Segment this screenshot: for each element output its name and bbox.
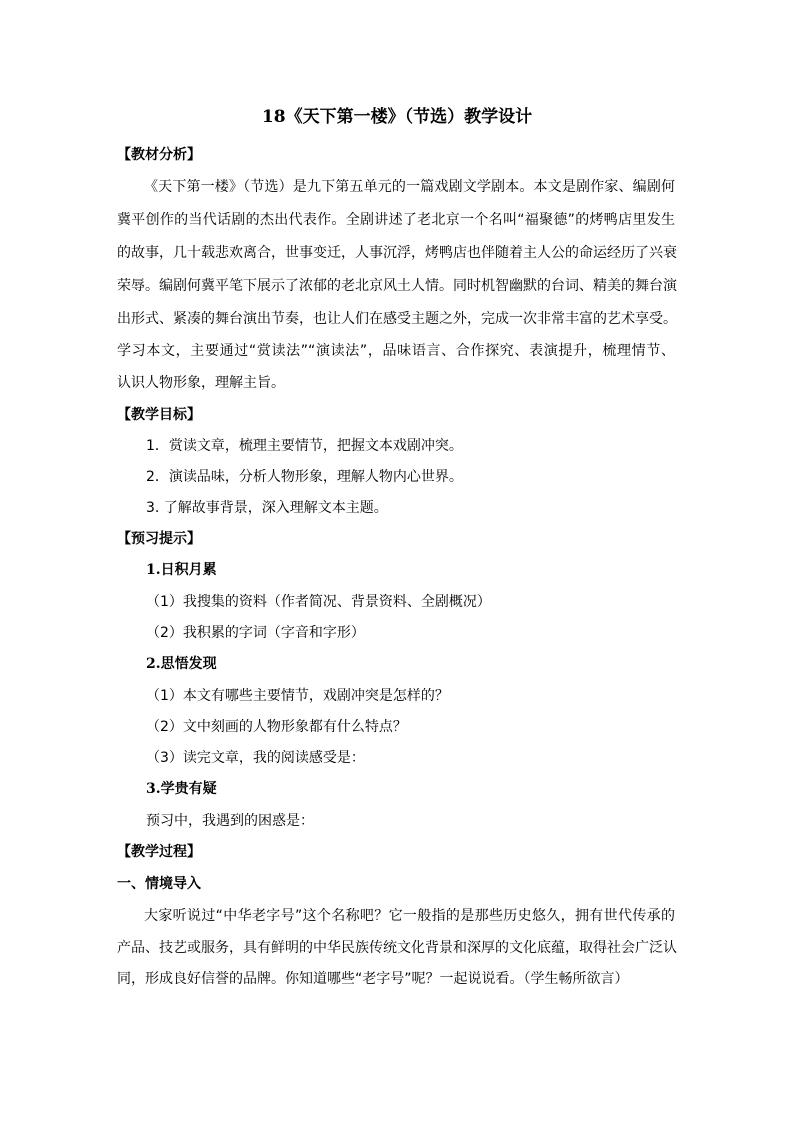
preview-item: （2）文中刻画的人物形象都有什么特点？ bbox=[146, 719, 407, 735]
preview-subheading: 2.思悟发现 bbox=[146, 656, 217, 672]
process-line: 大家听说过“中华老字号”这个名称吧？它一般指的是那些历史悠久，拥有世代传承的 bbox=[144, 908, 675, 924]
analysis-line: 认识人物形象，理解主旨。 bbox=[117, 375, 285, 391]
analysis-line: 出形式、紧凑的舞台演出节奏，也让人们在感受主题之外，完成一次非常丰富的艺术享受。 bbox=[117, 311, 677, 327]
analysis-line: 《天下第一楼》（节选）是九下第五单元的一篇戏剧文学剧本。本文是剧作家、编剧何 bbox=[144, 179, 675, 195]
section-heading-analysis: 【教材分析】 bbox=[117, 147, 201, 163]
preview-item: 预习中，我遇到的困惑是： bbox=[146, 813, 314, 829]
process-line: 同，形成良好信誉的品牌。你知道哪些“老字号”呢？一起说说看。（学生畅所欲言） bbox=[117, 971, 629, 987]
analysis-line: 的故事，几十载悲欢离合，世事变迁，人事沉浮，烤鸭店也伴随着主人公的命运经历了兴衰 bbox=[117, 245, 677, 261]
analysis-line: 荣辱。编剧何冀平笔下展示了浓郁的老北京风土人情。同时机智幽默的台词、精美的舞台演 bbox=[117, 278, 677, 294]
process-subheading: 一、情境导入 bbox=[117, 876, 201, 892]
analysis-line: 冀平创作的当代话剧的杰出代表作。全剧讲述了老北京一个名叫“福聚德”的烤鸭店里发生 bbox=[117, 212, 675, 228]
process-line: 产品、技艺或服务，具有鲜明的中华民族传统文化背景和深厚的文化底蕴，取得社会广泛认 bbox=[117, 940, 677, 956]
preview-item: （2）我积累的字词（字音和字形） bbox=[146, 625, 365, 641]
section-heading-process: 【教学过程】 bbox=[117, 844, 201, 860]
preview-item: （1）本文有哪些主要情节，戏剧冲突是怎样的？ bbox=[146, 688, 449, 704]
section-heading-preview: 【预习提示】 bbox=[117, 531, 201, 547]
preview-item: （1）我搜集的资料（作者简况、背景资料、全剧概况） bbox=[146, 594, 491, 610]
goal-item: 1．赏读文章，梳理主要情节，把握文本戏剧冲突。 bbox=[146, 438, 463, 454]
preview-item: （3）读完文章，我的阅读感受是： bbox=[146, 750, 365, 766]
section-heading-goals: 【教学目标】 bbox=[117, 407, 201, 423]
goal-item: 2．演读品味，分析人物形象，理解人物内心世界。 bbox=[146, 469, 463, 485]
preview-subheading: 3.学贵有疑 bbox=[146, 781, 217, 797]
preview-subheading: 1.日积月累 bbox=[146, 562, 217, 578]
document-title: 18《天下第一楼》（节选）教学设计 bbox=[261, 107, 533, 127]
goal-item: 3. 了解故事背景，深入理解文本主题。 bbox=[146, 500, 388, 516]
analysis-line: 学习本文，主要通过“赏读法”“演读法”，品味语言、合作探究、表演提升，梳理情节、 bbox=[117, 343, 675, 359]
